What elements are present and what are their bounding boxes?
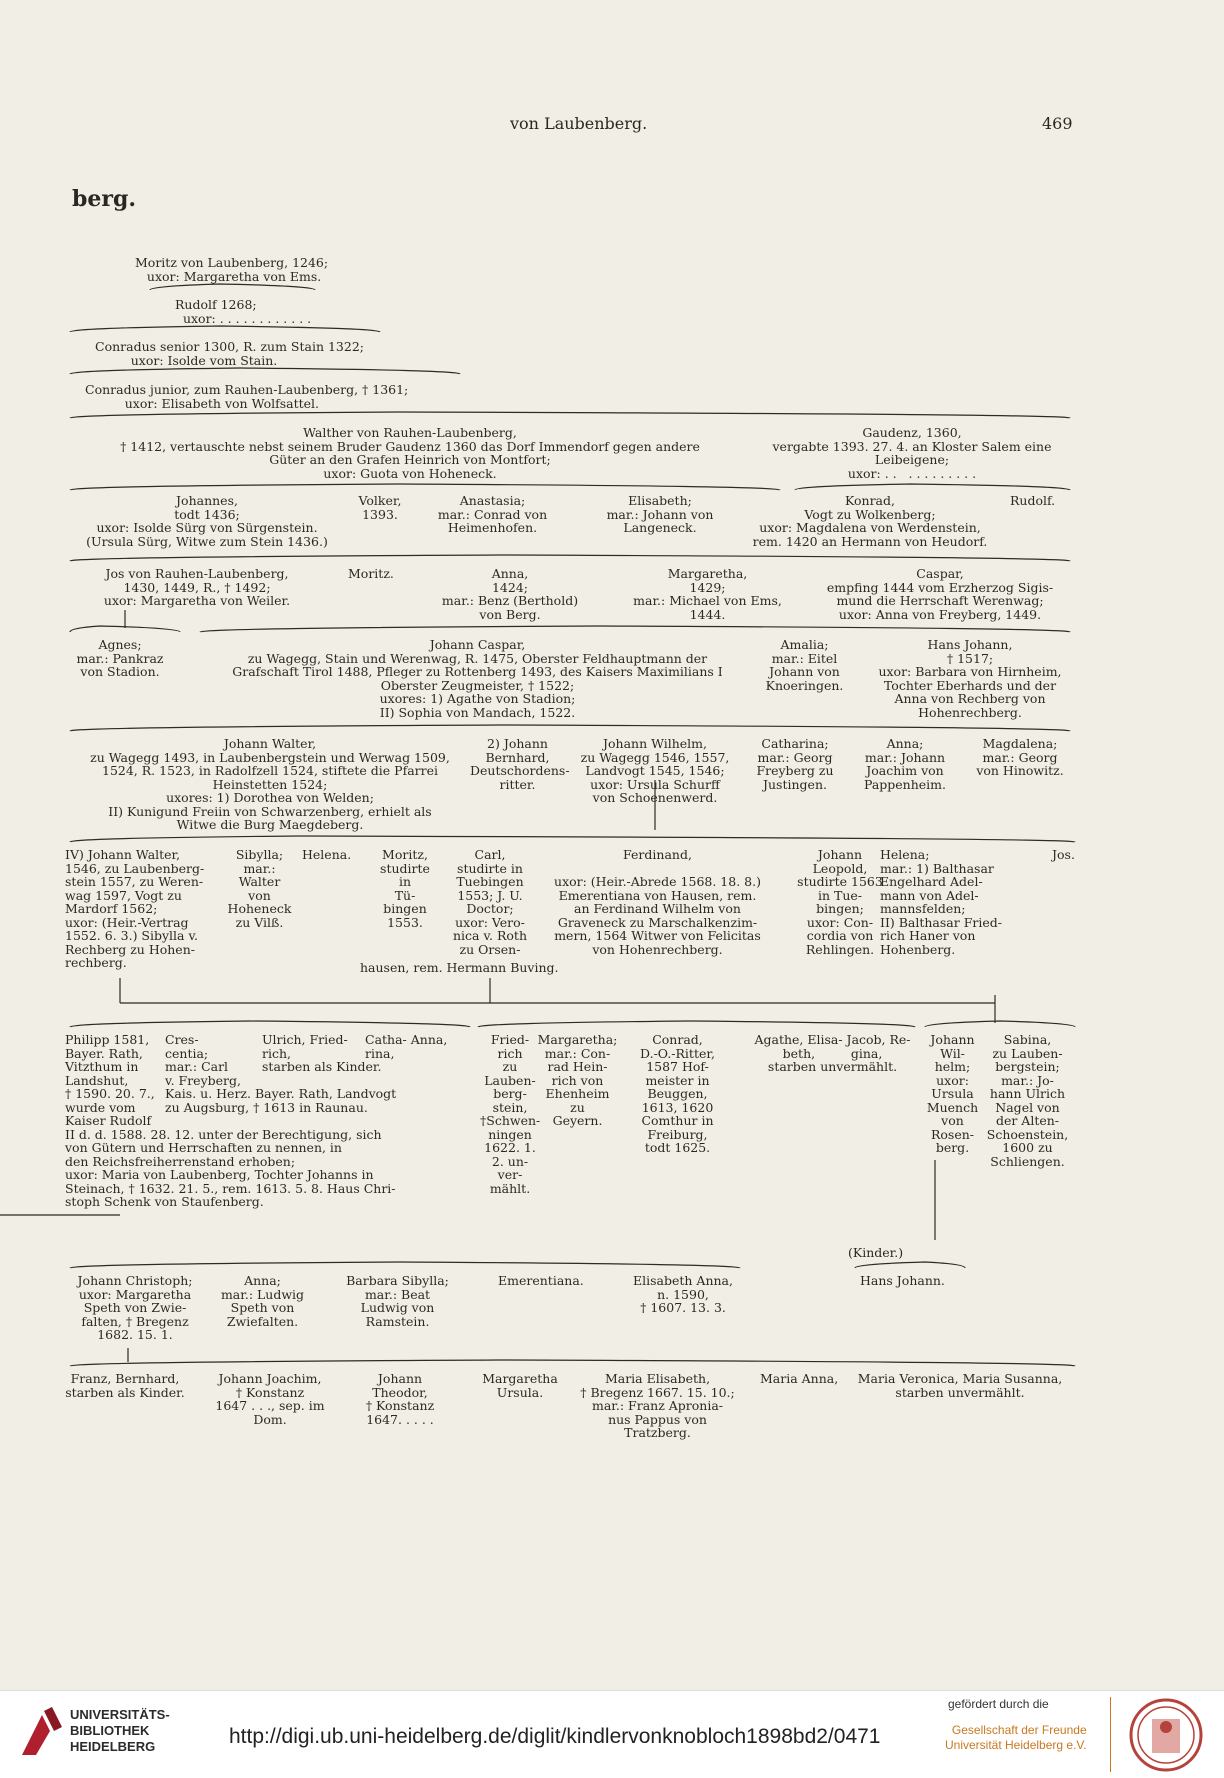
- title-fragment: berg.: [72, 186, 137, 212]
- genealogy-entry: Maria Anna,: [760, 1371, 839, 1386]
- genealogy-entry: 2) Johann Bernhard, Deutschordens- ritter.: [470, 736, 570, 792]
- genealogy-entry: Johann Caspar, zu Wagegg, Stain und Werenwag, R. 1475, Oberster Feldhauptmann der Grafschaft Tirol 1488, Pfleger zu Rottenberg 1493, des Kaisers Maximilians I Oberster Zeugmeister, † 1522; uxores: 1) Agathe von Stadion; II) Sophia von Mandach, 1522.: [232, 637, 723, 720]
- genealogy-entry: Elisabeth Anna, n. 1590, † 1607. 13. 3.: [633, 1273, 733, 1315]
- genealogy-entry: Margaretha, 1429; mar.: Michael von Ems, 1444.: [633, 566, 782, 622]
- genealogy-entry: Walther von Rauhen-Laubenberg, † 1412, vertauschte nebst seinem Bruder Gaudenz 1360 das Dorf Immendorf gegen andere Güter an den Grafen Heinrich von Montfort; uxor: Guota von Hoheneck.: [120, 425, 700, 481]
- genealogy-entry: Magdalena; mar.: Georg von Hinowitz.: [976, 736, 1064, 778]
- genealogy-entry: Anna; mar.: Johann Joachim von Pappenheim.: [863, 736, 947, 792]
- genealogy-entry: Anna, 1424; mar.: Benz (Berthold) von Berg.: [441, 566, 579, 622]
- genealogy-entry: Johann Walter, zu Wagegg 1493, in Laubenbergstein und Werwag 1509, 1524, R. 1523, in Radolfzell 1524, stiftete die Pfarrei Heinstetten 1524; uxores: 1) Dorothea von Welden; II) Kunigund Freiin von Schwarzenberg, erhielt als Witwe die Burg Maegdeberg.: [90, 736, 450, 832]
- genealogy-entry: Anastasia; mar.: Conrad von Heimenhofen.: [437, 493, 548, 535]
- genealogy-entry: Johann Theodor, † Konstanz 1647. . . . .: [365, 1371, 435, 1427]
- genealogy-entry: Emerentiana.: [498, 1273, 584, 1288]
- genealogy-entry: Johann Joachim, † Konstanz 1647 . . ., sep. im Dom.: [215, 1371, 325, 1427]
- library-logo-icon: [18, 1703, 66, 1761]
- genealogy-entry: Ferdinand, uxor: (Heir.-Abrede 1568. 18. 8.) Emerentiana von Hausen, rem. an Ferdinand Wilhelm von Graveneck zu Marschalkenzim- mern, 1564 Witwer von Felicitas von Hohenrechberg.: [554, 847, 761, 957]
- genealogy-entry: Margaretha; mar.: Con- rad Hein- rich von Ehenheim zu Geyern.: [537, 1032, 618, 1128]
- genealogy-entry: Maria Veronica, Maria Susanna, starben unvermählt.: [857, 1371, 1063, 1400]
- genealogy-entry: Johann Leopold, studirte 1563 in Tue- bingen; uxor: Con- cordia von Rehlingen.: [797, 847, 883, 957]
- genealogy-entry: Caspar, empfing 1444 vom Erzherzog Sigis- mund die Herrschaft Werenwag; uxor: Anna von Freyberg, 1449.: [826, 566, 1054, 622]
- genealogy-entry: Gaudenz, 1360, vergabte 1393. 27. 4. an Kloster Salem eine Leibeigene; uxor: . . . . . . . . . . .: [772, 425, 1052, 481]
- genealogy-entry: Agathe, Elisa- Jacob, Re- beth, gina, starben unvermählt.: [754, 1032, 911, 1074]
- genealogy-entry: Amalia; mar.: Eitel Johann von Knoeringen.: [765, 637, 844, 693]
- genealogy-entry: Helena; mar.: 1) Balthasar Engelhard Adel- mann von Adel- mannsfelden; II) Balthasar Fried- rich Haner von Hohenberg.: [880, 847, 1002, 957]
- genealogy-entry: Moritz.: [348, 566, 394, 581]
- genealogy-entry: IV) Johann Walter, 1546, zu Laubenberg- stein 1557, zu Weren- wag 1597, Vogt zu Mardorf 1562; uxor: (Heir.-Vertrag 1552. 6. 3.) Sibylla v. Rechberg zu Hohen- rechberg.: [65, 847, 205, 970]
- genealogy-entry: Margaretha Ursula.: [482, 1371, 558, 1400]
- footer-divider: [1110, 1697, 1111, 1772]
- genealogy-entry: Moritz, studirte in Tü- bingen 1553.: [380, 847, 430, 930]
- genealogy-entry: Johann Christoph; uxor: Margaretha Speth von Zwie- falten, † Bregenz 1682. 15. 1.: [77, 1273, 193, 1342]
- running-title: von Laubenberg.: [510, 114, 648, 133]
- genealogy-entry: Rudolf.: [1010, 493, 1056, 508]
- genealogy-entry: Konrad, Vogt zu Wolkenberg; uxor: Magdalena von Werdenstein, rem. 1420 an Hermann von Heudorf.: [752, 493, 988, 549]
- genealogy-entry: Jos von Rauhen-Laubenberg, 1430, 1449, R., † 1492; uxor: Margaretha von Weiler.: [103, 566, 291, 608]
- library-name: UNIVERSITÄTS- BIBLIOTHEK HEIDELBERG: [70, 1707, 170, 1754]
- genealogy-entry: Moritz von Laubenberg, 1246; uxor: Margaretha von Ems.: [135, 255, 329, 284]
- genealogy-entry: Sibylla; mar.: Walter von Hoheneck zu Vilß.: [227, 847, 292, 930]
- genealogy-entry: Cres- centia; mar.: Carl v. Freyberg, Kais. u. Herz. Bayer. Rath, Landvogt zu Augsburg, † 1613 in Raunau.: [165, 1032, 397, 1115]
- genealogy-entry: Johannes, todt 1436; uxor: Isolde Sürg von Sürgenstein. (Ursula Sürg, Witwe zum Stein 1436.): [86, 493, 328, 549]
- genealogy-entry: Catharina; mar.: Georg Freyberg zu Justingen.: [756, 736, 834, 792]
- genealogy-entry: Conrad, D.-O.-Ritter, 1587 Hof- meister in Beuggen, 1613, 1620 Comthur in Freiburg, todt 1625.: [640, 1032, 715, 1155]
- genealogy-entry: Barbara Sibylla; mar.: Beat Ludwig von Ramstein.: [346, 1273, 449, 1329]
- digitization-footer: [0, 1690, 1224, 1778]
- genealogy-entry: Rudolf 1268; uxor: . . . . . . . . . . . .: [175, 297, 312, 326]
- genealogy-entry: Philipp 1581, Bayer. Rath, Vitzthum in Landshut, † 1590. 20. 7., wurde vom Kaiser Rudolf II d. d. 1588. 28. 12. unter der Berechtigung, sich von Gütern und Herrschaften zu nennen, in den Reichsfreiherrenstand erhoben; uxor: Maria von Laubenberg, Tochter Johanns in Steinach, † 1632. 21. 5., rem. 1613. 5. 8. Haus Chri- stoph Schenk von Staufenberg.: [65, 1032, 396, 1209]
- genealogy-entry: Fried- rich zu Lauben- berg- stein, †Schwen- ningen 1622. 1. 2. un- ver- mählt.: [480, 1032, 541, 1196]
- genealogy-entry: Sabina, zu Lauben- bergstein; mar.: Jo- hann Ulrich Nagel von der Alten- Schoenstein, 1600 zu Schliengen.: [986, 1032, 1069, 1169]
- genealogy-entry: Conradus junior, zum Rauhen-Laubenberg, † 1361; uxor: Elisabeth von Wolfsattel.: [85, 382, 409, 411]
- university-seal-icon: [1128, 1697, 1204, 1773]
- genealogy-entry: Hans Johann.: [860, 1273, 945, 1288]
- genealogy-entry: (Kinder.): [848, 1245, 904, 1260]
- genealogy-entry: Jos.: [1052, 847, 1075, 862]
- genealogy-entry: Johann Wilhelm, zu Wagegg 1546, 1557, Landvogt 1545, 1546; uxor: Ursula Schurff von Schoenenwerd.: [580, 736, 730, 805]
- sponsor-name: Gesellschaft der Freunde Universität Heidelberg e.V.: [945, 1723, 1087, 1752]
- genealogy-entry: Catha- Anna, rina,: [365, 1032, 448, 1061]
- genealogy-entry: hausen, rem. Hermann Buving.: [360, 960, 559, 975]
- genealogy-entry: Agnes; mar.: Pankraz von Stadion.: [76, 637, 164, 679]
- genealogy-entry: Johann Wil- helm; uxor: Ursula Muench von Rosen- berg.: [926, 1032, 979, 1155]
- genealogy-entry: Volker, 1393.: [358, 493, 402, 522]
- genealogy-entry: Carl, studirte in Tuebingen 1553; J. U. Doctor; uxor: Vero- nica v. Roth zu Orsen-: [452, 847, 527, 957]
- genealogy-entry: Ulrich, Fried- rich, starben als Kinder.: [262, 1032, 382, 1074]
- genealogy-entry: Maria Elisabeth, † Bregenz 1667. 15. 10.; mar.: Franz Apronia- nus Pappus von Tratzberg.: [580, 1371, 735, 1440]
- page-number: 469: [1042, 114, 1073, 133]
- genealogy-entry: Franz, Bernhard, starben als Kinder.: [65, 1371, 185, 1400]
- genealogy-entry: Elisabeth; mar.: Johann von Langeneck.: [606, 493, 714, 535]
- permalink[interactable]: http://digi.ub.uni-heidelberg.de/diglit/kindlervonknobloch1898bd2/0471: [229, 1725, 881, 1748]
- genealogy-entry: Anna; mar.: Ludwig Speth von Zwiefalten.: [220, 1273, 305, 1329]
- genealogy-entry: Hans Johann, † 1517; uxor: Barbara von Hirnheim, Tochter Eberhards und der Anna von Rechberg von Hohenrechberg.: [878, 637, 1062, 720]
- sponsor-label: gefördert durch die: [948, 1697, 1049, 1711]
- genealogy-entry: Conradus senior 1300, R. zum Stain 1322; uxor: Isolde vom Stain.: [95, 339, 365, 368]
- genealogy-entry: Helena.: [302, 847, 352, 862]
